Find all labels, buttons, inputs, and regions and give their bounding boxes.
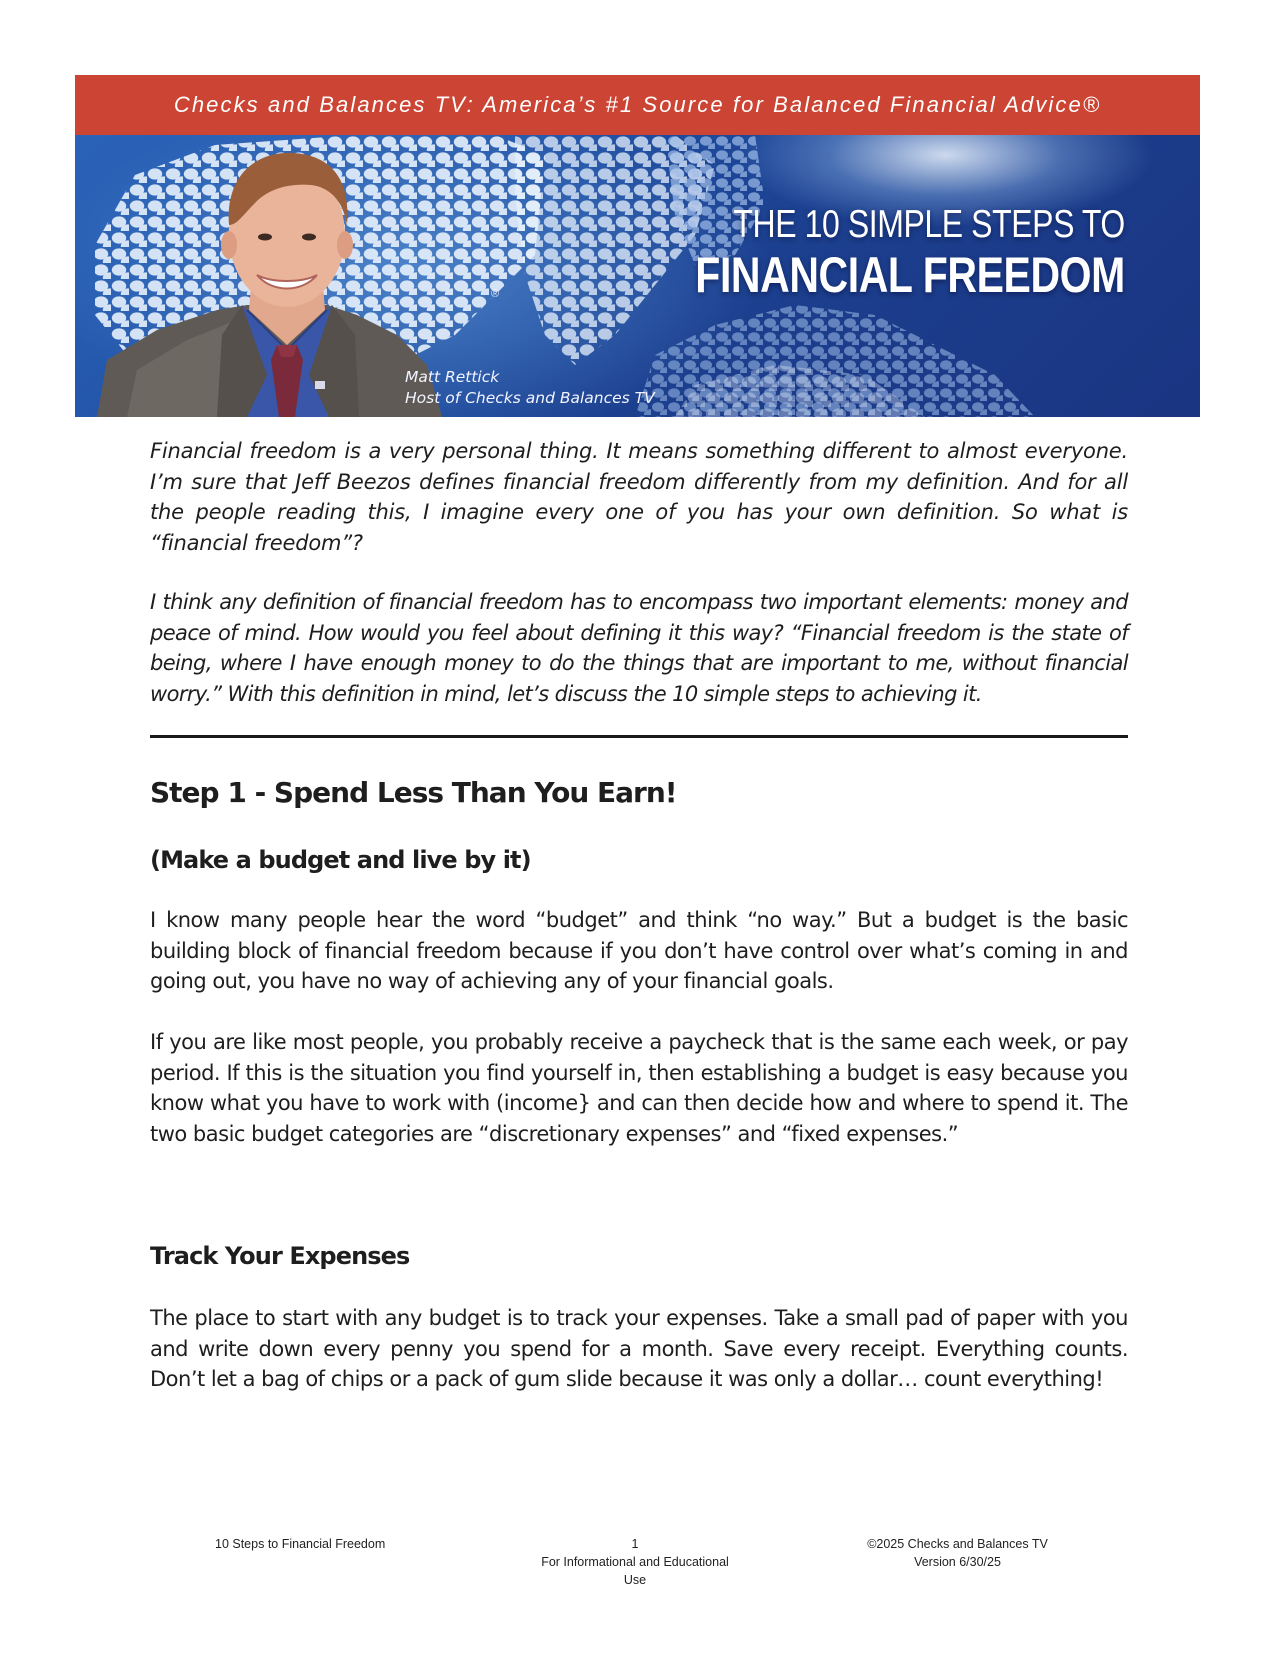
- host-title: Host of Checks and Balances TV: [405, 389, 655, 407]
- hero-banner: [75, 135, 1200, 417]
- footer-document-name: [215, 1535, 385, 1553]
- version-label: Version 6/30/25: [914, 1555, 1001, 1569]
- footer-center: [530, 1535, 740, 1589]
- step-1-subheading: (Make a budget and live by it): [150, 846, 531, 874]
- intro-paragraph-2: I think any definition of financial freedom has to encompass two important elements: money and peace of mind. How would you feel about defining it this way? “Financial freedom is the state of being, where I have enough money to do the things that are important to me, without financial worry.” With this definition in mind, let’s discuss the 10 simple steps to achieving it.: [150, 590, 1128, 706]
- title-line-1: THE 10 SIMPLE STEPS TO: [733, 203, 1125, 246]
- section-divider: [150, 735, 1128, 738]
- document-title: [601, 203, 1125, 303]
- intro-paragraph-1: Financial freedom is a very personal thing. It means something different to almost everyone. I’m sure that Jeff Beezos defines financial freedom differently from my definition. And for all the people reading this, I imagine every one of you has your own definition. So what is “financial freedom”?: [150, 439, 1128, 555]
- page-number: 1: [631, 1537, 639, 1551]
- track-expenses-heading: Track Your Expenses: [150, 1242, 410, 1270]
- footer-title: 10 Steps to Financial Freedom: [215, 1537, 386, 1551]
- track-expenses-paragraph: The place to start with any budget is to track your expenses. Take a small pad of paper with you and write down every penny you spend for a month. Save every receipt. Everything counts. Don’t let a bag of chips or a pack of gum slide because it was only a dollar… count everything!: [150, 1306, 1128, 1391]
- copyright-notice: ©2025 Checks and Balances TV: [867, 1537, 1048, 1551]
- step-1-heading: Step 1 - Spend Less Than You Earn!: [150, 776, 677, 809]
- step-1-paragraph-2: If you are like most people, you probably receive a paycheck that is the same each week, or pay period. If this is the situation you find yourself in, then establishing a budget is easy because you know what you have to work with (income} and can then decide how and where to spend it. The two basic budget categories are “discretionary expenses” and “fixed expenses.”: [150, 1030, 1128, 1146]
- title-line-2: FINANCIAL FREEDOM: [695, 247, 1125, 303]
- host-caption: [405, 367, 655, 409]
- tagline-bar: [75, 75, 1200, 135]
- usage-note: For Informational and Educational Use: [541, 1555, 729, 1587]
- footer-right: [865, 1535, 1050, 1571]
- step-1-paragraph-1: I know many people hear the word “budget” and think “no way.” But a budget is the basic building block of financial freedom because if you don’t have control over what’s coming in and going out, you have no way of achieving any of your financial goals.: [150, 908, 1128, 993]
- host-name: Matt Rettick: [405, 368, 500, 386]
- tagline-text: Checks and Balances TV: America’s #1 Source for Balanced Financial Advice®: [173, 92, 1102, 117]
- registered-mark: ®: [491, 288, 500, 300]
